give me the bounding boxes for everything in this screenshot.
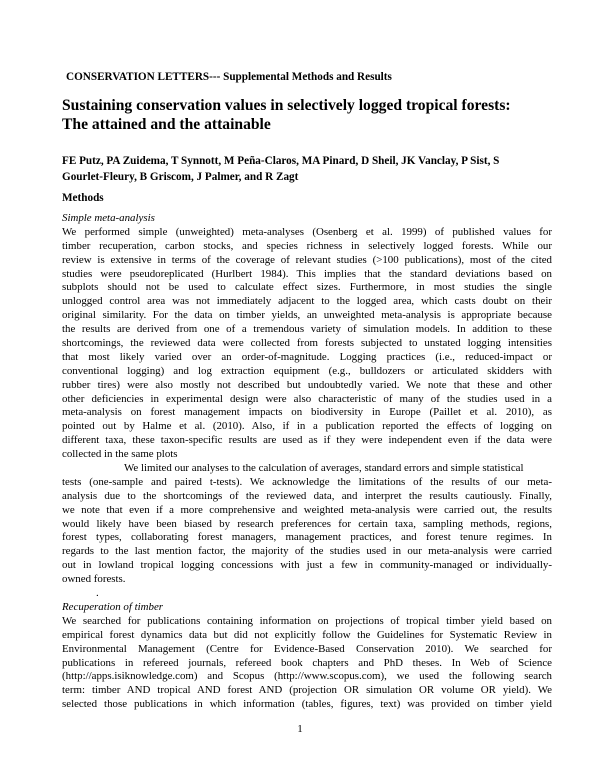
text-line: out in lowland tropical logging concessions with just a few in community-managed or individually-: [62, 559, 552, 572]
author-line: Gourlet-Fleury, B Griscom, J Palmer, and R Zagt: [62, 170, 299, 183]
text-line: original similarity. For the data on timber yields, an unweighted meta-analysis is appropriate because: [62, 309, 552, 322]
text-line: regards to the last mention factor, the majority of the studies used in our meta-analysis were carried: [62, 545, 552, 558]
text-line: empirical forest dynamics data but did not explicitly follow the Guidelines for Systematic Review in: [62, 628, 552, 641]
text-line: analysis due to the shortcomings of the reviewed data, and interpret the results cautiously. Finally,: [62, 489, 552, 502]
text-line: publications in refereed journals, refereed book chapters and PhD theses. In Web of Science: [62, 656, 552, 669]
paper-title-line: The attained and the attainable: [62, 116, 271, 133]
author-list: [62, 154, 552, 185]
text-line: timber recuperation, carbon stocks, and species richness in selectively logged forests. While our: [62, 239, 552, 252]
section-heading-methods: Methods: [62, 192, 104, 204]
text-line: pointed out by Halme et al. (2010). Also, if in a publication reported the effects of logging on: [62, 420, 552, 433]
text-line: tests (one-sample and paired t-tests). We acknowledge the limitations of the results of our meta-: [62, 475, 552, 488]
text-line: We limited our analyses to the calculation of averages, standard errors and simple statistical: [124, 462, 524, 475]
text-line: term: timber AND tropical AND forest AND (projection OR simulation OR volume OR yield). We: [62, 684, 552, 697]
text-line: we note that even if a more comprehensive and weighted meta-analysis were carried out, the results: [62, 503, 552, 516]
text-line: shortcomings, the reviewed data were collected from forests subjected to unstated logging intensities: [62, 337, 552, 350]
text-line: (http://apps.isiknowledge.com) and Scopus (http://www.scopus.com), we used the following search: [62, 670, 552, 683]
text-line: rubber tires) were also mostly not described but undoubtedly varied. We note that these and other: [62, 378, 552, 391]
journal-header: CONSERVATION LETTERS--- Supplemental Methods and Results: [66, 71, 392, 83]
text-line: conventional logging) and log extraction equipment (e.g., bulldozers or articulated skidders with: [62, 364, 552, 377]
text-line: would likely have been biased by research preferences for certain taxa, sampling methods, regions,: [62, 517, 552, 530]
paper-title: [62, 96, 552, 134]
text-line: the results are derived from one of a tremendous variety of simulation models. In addition to these: [62, 323, 552, 336]
text-line: that most likely varied over an order-of-magnitude. Logging practices (i.e., reduced-impact or: [62, 350, 552, 363]
text-line: different taxa, these taxon-specific results are used as if they were independent even if the data were: [62, 434, 552, 447]
text-line: We searched for publications containing information on projections of tropical timber yield based on: [62, 614, 552, 627]
page-number: 1: [297, 723, 303, 735]
text-line: unlogged control area was not immediately adjacent to the logged area, which casts doubt on their: [62, 295, 552, 308]
text-line: forest types, collaborating forest managers, management practices, and forest tenure regimes. In: [62, 531, 552, 544]
subsection-heading: Recuperation of timber: [62, 600, 164, 613]
text-line: review is extensive in terms of the coverage of relevant studies (>100 publications), most of the cited: [62, 253, 552, 266]
body-text: [62, 212, 552, 712]
author-line: FE Putz, PA Zuidema, T Synnott, M Peña-Claros, MA Pinard, D Sheil, JK Vanclay, P Sist, S: [62, 155, 500, 167]
text-line: We performed simple (unweighted) meta-analyses (Osenberg et al. 1999) of published values for: [62, 225, 552, 238]
text-line: collected in the same plots: [62, 448, 178, 461]
text-line: meta-analysis on forest management impacts on biodiversity in Europe (Paillet et al. 2010), as: [62, 406, 552, 419]
paper-title-line: Sustaining conservation values in selectively logged tropical forests:: [62, 97, 511, 114]
text-line: Environmental Management (Centre for Evidence-Based Conservation 2010). We searched for: [62, 642, 552, 655]
text-line: owned forests.: [62, 573, 126, 586]
subsection-heading: Simple meta-analysis: [62, 212, 155, 224]
text-line: subplots should not be used to calculate effect sizes. Furthermore, in most studies the single: [62, 281, 552, 294]
text-line: studies were pseudoreplicated (Hurlbert 1984). This implies that the standard deviations based on: [62, 267, 552, 280]
text-line: .: [96, 587, 99, 600]
text-line: other deficiencies in experimental design were also characteristic of many of the studies used in a: [62, 392, 552, 405]
text-line: selected those publications in which information (tables, figures, text) was provided on timber yield: [62, 698, 552, 711]
